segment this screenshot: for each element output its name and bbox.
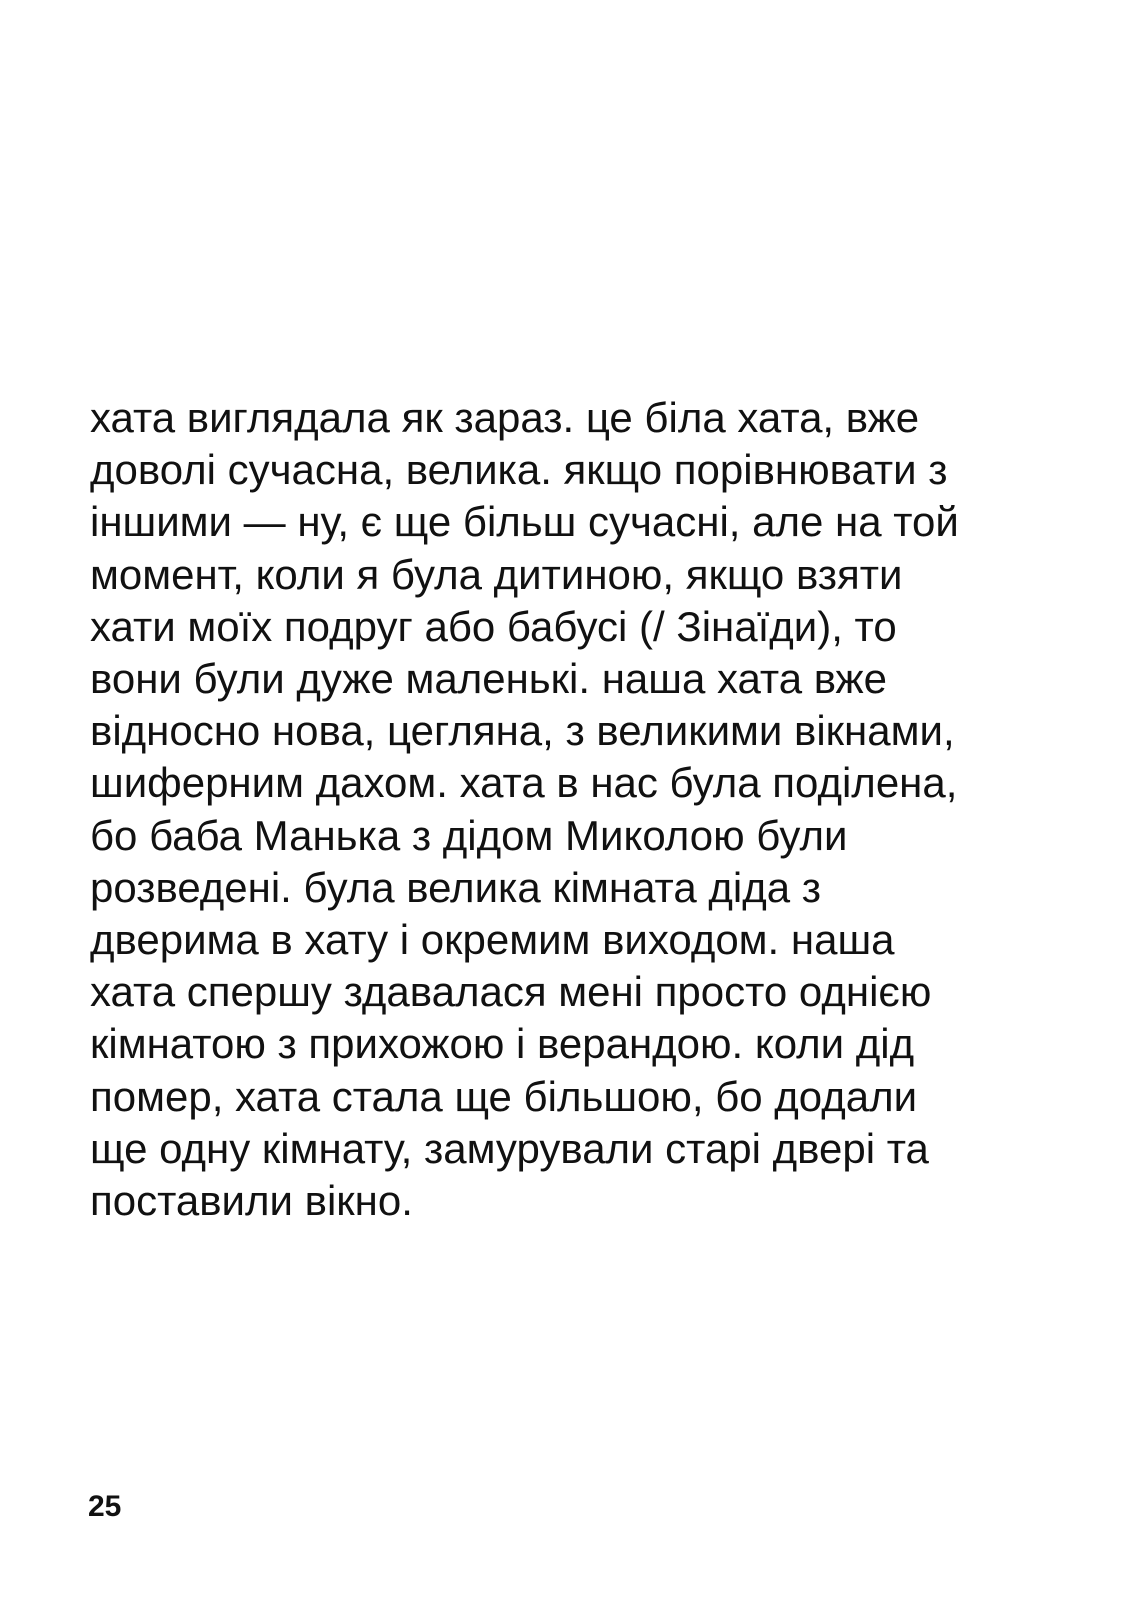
paragraph-line: хата виглядала як зараз. це біла хата, вже [90,394,920,441]
paragraph-line: момент, коли я була дитиною, якщо взяти [90,550,903,598]
paragraph-line: ще одну кімнату, замурували старі двері та [90,1124,929,1172]
body-paragraph [90,392,1050,1227]
paragraph-line: помер, хата стала ще більшою, бо додали [90,1072,918,1120]
paragraph-line: вони були дуже маленькі. наша хата вже [90,655,888,703]
paragraph-line: хати моїх подруг або бабусі (/ Зінаїди), то [90,602,897,650]
paragraph-line: шиферним дахом. хата в нас була поділена, [90,759,958,807]
paragraph-line: хата спершу здавалася мені просто однією [90,968,932,1016]
paragraph-line: розведені. була велика кімната діда з [90,863,821,911]
paragraph-line: дверима в хату і окремим виходом. наша [90,916,895,964]
paragraph-line: відносно нова, цегляна, з великими вікнами, [90,707,955,755]
paragraph-line: поставили вікно. [90,1177,413,1225]
paragraph-line: доволі сучасна, велика. якщо порівнювати з [90,446,948,494]
page-number: 25 [88,1490,122,1523]
paragraph-line: іншими — ну, є ще більш сучасні, але на той [90,498,959,546]
paragraph-line: бо баба Манька з дідом Миколою були [90,811,848,859]
paragraph-line: кімнатою з прихожою і верандою. коли дід [90,1020,915,1068]
